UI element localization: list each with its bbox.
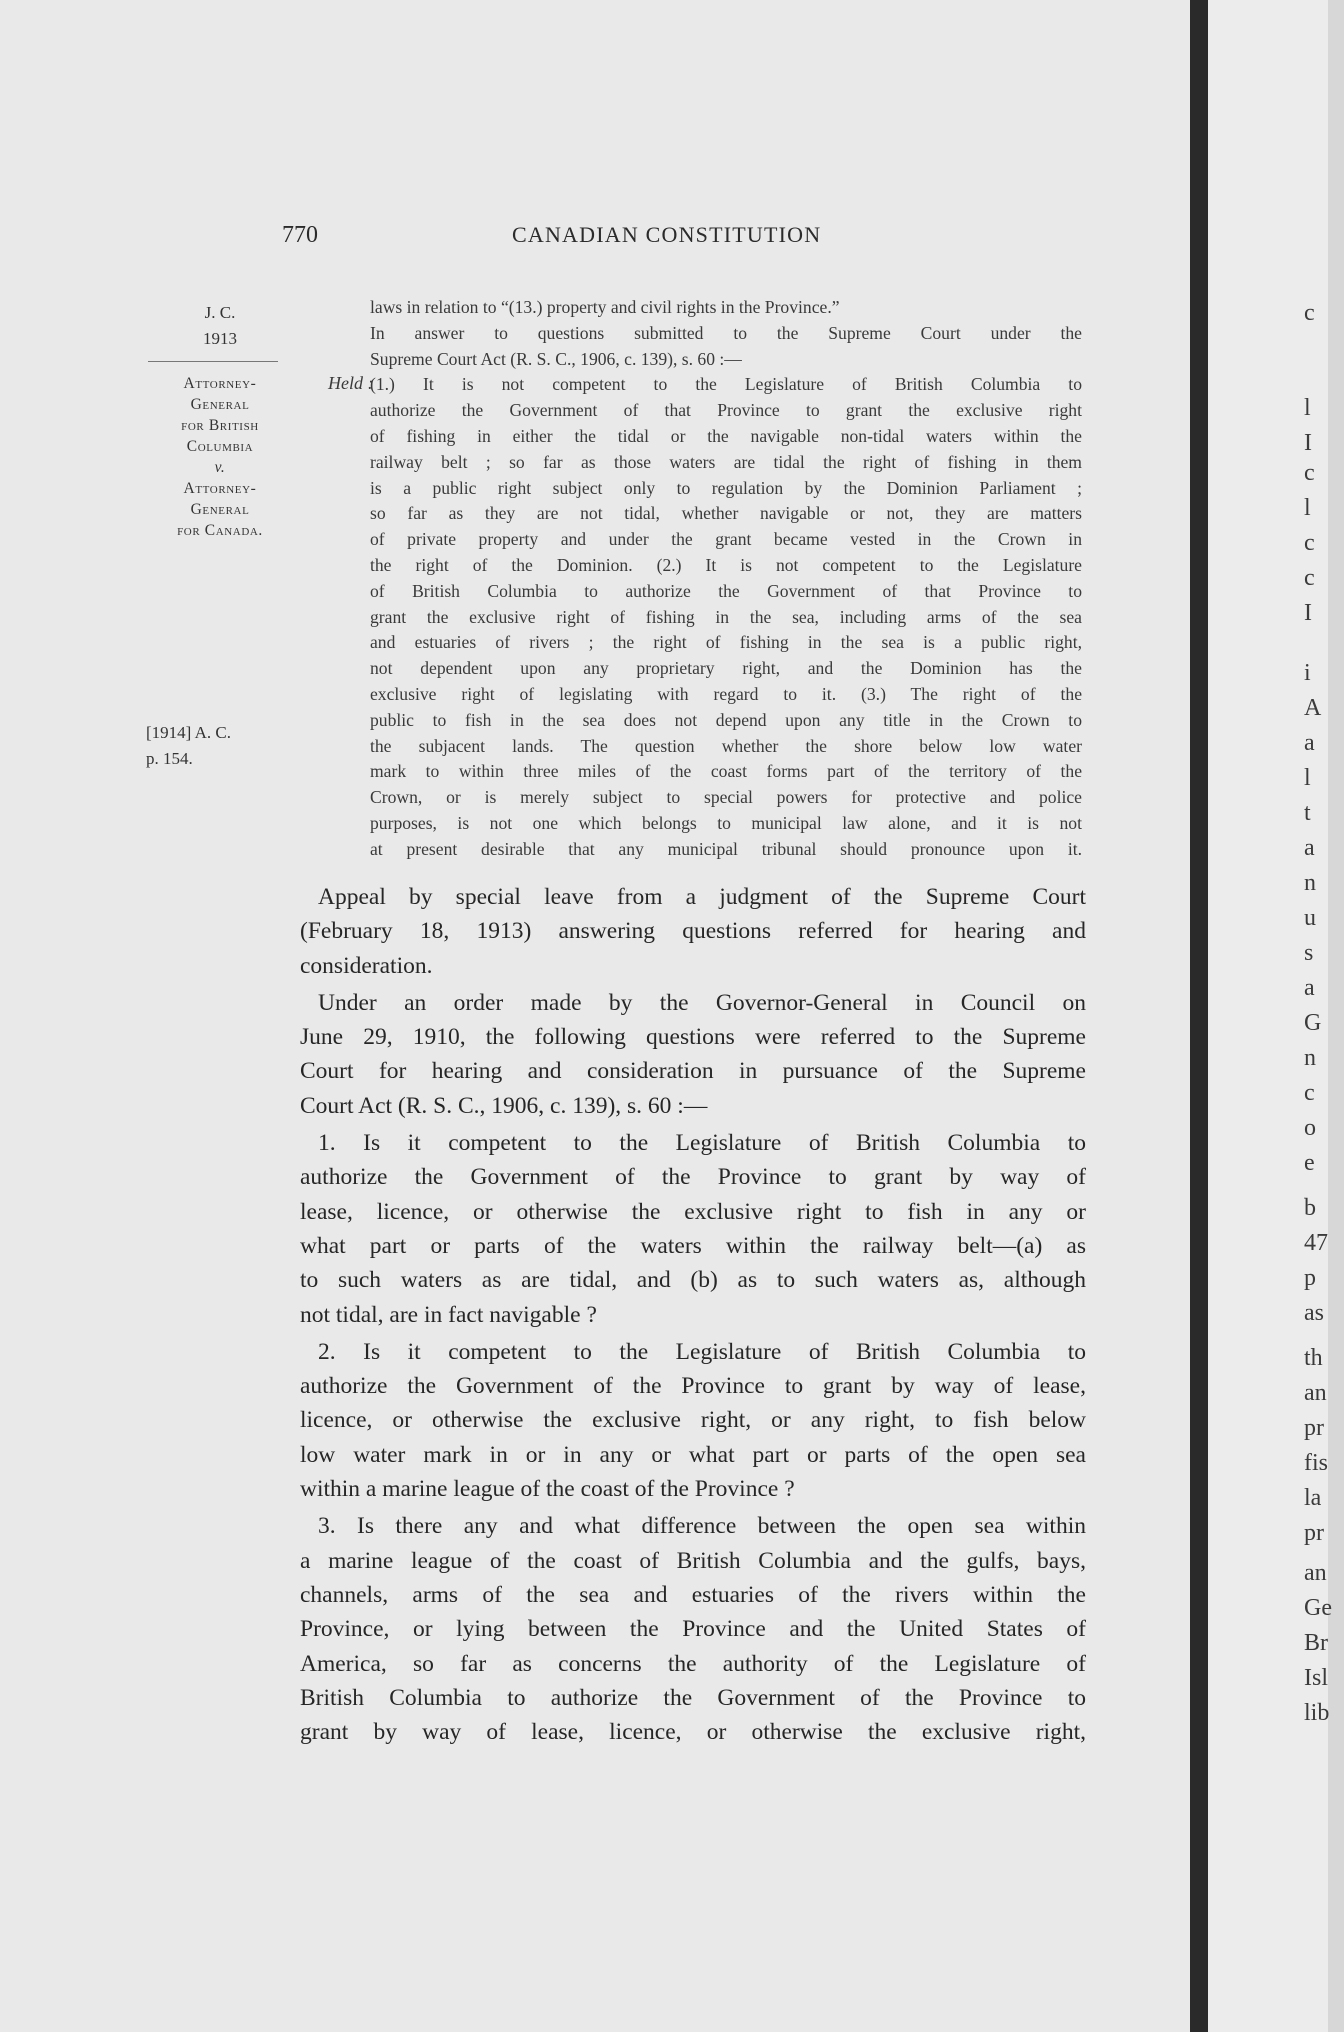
headnote-line: Crown, or is merely subject to special powers for protective and police (370, 787, 1082, 808)
body-line: not tidal, are in fact navigable ? (300, 1301, 597, 1328)
party-line: for British (181, 417, 259, 434)
facing-page-fragment: as (1304, 1300, 1324, 1326)
facing-page-fragment: lib (1304, 1700, 1330, 1726)
party-line: v. (214, 459, 226, 476)
headnote-line: laws in relation to “(13.) property and civil rights in the Province.” (370, 297, 840, 317)
body-line: (February 18, 1913) answering questions referred for hearing and (300, 918, 1086, 945)
headnote-line: exclusive right of legislating with regard to it. (3.) The right of the (370, 683, 1082, 704)
headnote-line: railway belt ; so far as those waters are tidal the right of fishing in them (370, 451, 1082, 472)
body-line: 1. Is it competent to the Legislature of British Columbia to (318, 1130, 1086, 1157)
facing-page-fragment: n (1304, 870, 1316, 896)
body-line: what part or parts of the waters within the railway belt—(a) as (300, 1232, 1086, 1259)
body-text (300, 880, 1086, 1749)
party-line: General (190, 501, 250, 518)
citation-line: [1914] A. C. (146, 723, 231, 742)
facing-page-fragment: l (1304, 765, 1311, 791)
facing-page-fragment: pr (1304, 1415, 1324, 1441)
facing-page-fragment: fis (1304, 1450, 1328, 1476)
party-line: Attorney- (183, 375, 257, 392)
headnote-line: the subjacent lands. The question whether the shore below low water (370, 735, 1082, 756)
report-citation (146, 720, 286, 772)
headnote-line: so far as they are not tidal, whether navigable or not, they are matters (370, 503, 1082, 524)
facing-page-fragment: th (1304, 1345, 1323, 1371)
headnote-line: In answer to questions submitted to the Supreme Court under the (370, 322, 1082, 343)
headnote-line: grant the exclusive right of fishing in the sea, including arms of the sea (370, 606, 1082, 627)
page-number: 770 (282, 222, 318, 248)
page-title: CANADIAN CONSTITUTION (512, 222, 822, 247)
facing-page-fragment: t (1304, 800, 1311, 826)
body-line: to such waters as are tidal, and (b) as to such waters as, although (300, 1267, 1086, 1294)
facing-page-fragment: p (1304, 1265, 1316, 1291)
facing-page-fragment: Isl (1304, 1665, 1328, 1691)
body-line: within a marine league of the coast of the Province ? (300, 1476, 795, 1503)
facing-page-fragment: a (1304, 835, 1315, 861)
facing-page-fragment: pr (1304, 1520, 1324, 1546)
facing-page-fragment: c (1304, 565, 1315, 591)
court-line: J. C. (204, 303, 236, 322)
body-line: licence, or otherwise the exclusive right, or any right, to fish below (300, 1407, 1086, 1434)
headnote-line: and estuaries of rivers ; the right of fishing in the sea is a public right, (370, 632, 1082, 653)
facing-page-fragment: b (1304, 1195, 1316, 1221)
headnote-line: mark to within three miles of the coast forms part of the territory of the (370, 761, 1082, 782)
headnote-line: of fishing in either the tidal or the navigable non-tidal waters within the (370, 425, 1082, 446)
headnote-line: purposes, is not one which belongs to municipal law alone, and it is not (370, 812, 1082, 833)
facing-page-fragment: 47 (1304, 1230, 1328, 1256)
body-line: 2. Is it competent to the Legislature of British Columbia to (318, 1338, 1086, 1365)
headnote-line: of British Columbia to authorize the Government of that Province to (370, 580, 1082, 601)
case-parties (140, 373, 300, 541)
facing-page-fragment: c (1304, 300, 1315, 326)
facing-page-fragment: G (1304, 1010, 1322, 1036)
margin-rule (148, 361, 278, 362)
facing-page-fragment: Br (1304, 1630, 1328, 1656)
facing-page-fragment: a (1304, 975, 1315, 1001)
facing-page-fragment: an (1304, 1380, 1327, 1406)
citation-line: p. 154. (146, 749, 193, 768)
facing-page-fragment: e (1304, 1150, 1315, 1176)
headnote-line: authorize the Government of that Province to grant the exclusive right (370, 400, 1082, 421)
body-line: low water mark in or in any or what part or parts of the open sea (300, 1441, 1086, 1468)
body-line: channels, arms of the sea and estuaries of the rivers within the (300, 1581, 1086, 1608)
headnote-line: of private property and under the grant became vested in the Crown in (370, 529, 1082, 550)
facing-page-fragment: c (1304, 1080, 1315, 1106)
party-line: Attorney- (183, 480, 257, 497)
facing-page-fragment: A (1304, 695, 1322, 721)
body-line: 3. Is there any and what difference between the open sea within (318, 1513, 1086, 1540)
facing-page-fragment: n (1304, 1045, 1316, 1071)
party-line: Columbia (186, 438, 254, 455)
running-head (282, 222, 1092, 256)
year-line: 1913 (203, 329, 237, 348)
body-line: lease, licence, or otherwise the exclusive right to fish in any or (300, 1198, 1086, 1225)
headnote-line: the right of the Dominion. (2.) It is not competent to the Legislature (370, 554, 1082, 575)
facing-page-fragment: l (1304, 395, 1311, 421)
held-label: Held : (328, 373, 374, 393)
headnote-line: (1.) It is not competent to the Legislature of British Columbia to (370, 374, 1082, 395)
body-line: authorize the Government of the Province to grant by way of (300, 1164, 1086, 1191)
body-line: a marine league of the coast of British Columbia and the gulfs, bays, (300, 1547, 1086, 1574)
body-line: consideration. (300, 952, 433, 979)
facing-page-fragment: Ge (1304, 1595, 1332, 1621)
facing-page-fragment: la (1304, 1485, 1322, 1511)
body-line: Under an order made by the Governor-General in Council on (318, 989, 1086, 1016)
court-note (140, 300, 300, 352)
party-line: General (190, 396, 250, 413)
body-line: Appeal by special leave from a judgment of the Supreme Court (318, 884, 1086, 910)
headnote (370, 295, 1082, 863)
body-line: June 29, 1910, the following questions were referred to the Supreme (300, 1024, 1086, 1051)
headnote-line: Supreme Court Act (R. S. C., 1906, c. 139), s. 60 :— (370, 348, 742, 369)
book-gutter (1190, 0, 1208, 2032)
facing-page-fragment: c (1304, 460, 1315, 486)
facing-page-fragment: c (1304, 530, 1315, 556)
facing-page-fragment: l (1304, 495, 1311, 521)
facing-page-fragment: I (1304, 430, 1312, 456)
body-line: Court for hearing and consideration in pursuance of the Supreme (300, 1058, 1086, 1085)
body-line: Province, or lying between the Province and the United States of (300, 1616, 1086, 1643)
headnote-line: at present desirable that any municipal tribunal should pronounce upon it. (370, 838, 1082, 859)
headnote-line: public to fish in the sea does not depend upon any title in the Crown to (370, 709, 1082, 730)
body-line: grant by way of lease, licence, or otherwise the exclusive right, (300, 1719, 1086, 1746)
facing-page-fragment: a (1304, 730, 1315, 756)
body-line: America, so far as concerns the authority of the Legislature of (300, 1650, 1086, 1677)
body-line: British Columbia to authorize the Government of the Province to (300, 1684, 1086, 1711)
party-line: for Canada. (177, 522, 263, 539)
body-line: authorize the Government of the Province to grant by way of lease, (300, 1373, 1086, 1400)
facing-page-fragment: s (1304, 940, 1314, 966)
headnote-line: not dependent upon any proprietary right, and the Dominion has the (370, 658, 1082, 679)
headnote-line: is a public right subject only to regulation by the Dominion Parliament ; (370, 477, 1082, 498)
facing-page-fragment: o (1304, 1115, 1316, 1141)
body-line: Court Act (R. S. C., 1906, c. 139), s. 60 :— (300, 1092, 708, 1119)
facing-page-fragment: i (1304, 660, 1311, 686)
facing-page-fragment: I (1304, 600, 1312, 626)
facing-page-fragment: an (1304, 1560, 1327, 1586)
facing-page-fragment: u (1304, 905, 1316, 931)
facing-page-edge (1208, 0, 1332, 2032)
